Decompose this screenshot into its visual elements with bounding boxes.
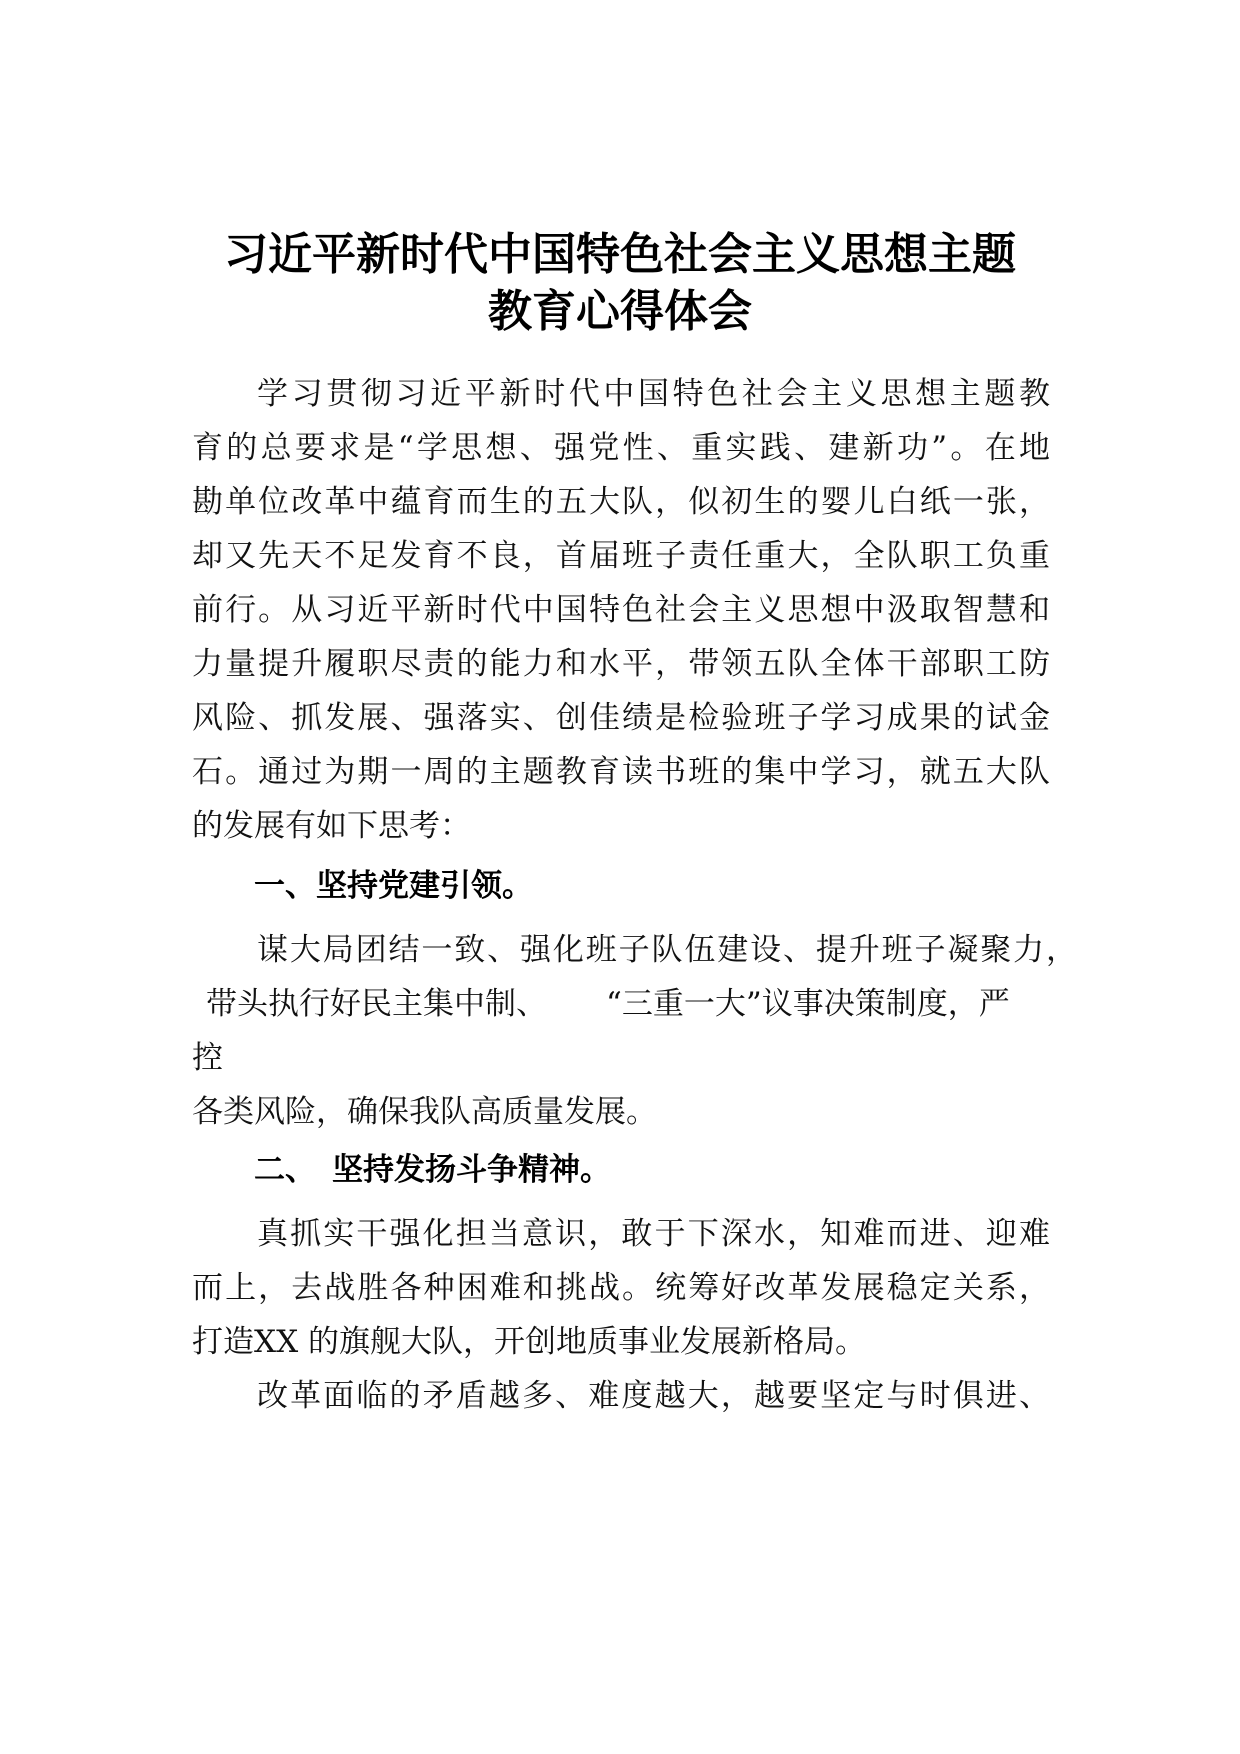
- section-1-line: 各类风险，确保我队高质量发展。: [192, 1094, 657, 1130]
- section-1-line: “三重一大”议事决策制度，严: [606, 986, 1010, 1022]
- section-1-heading: 一、坚持党建引领。: [254, 868, 533, 904]
- intro-line: 的发展有如下思考：: [192, 808, 471, 844]
- intro-line: 学习贯彻习近平新时代中国特色社会主义思想主题教: [257, 376, 1050, 412]
- intro-line: 却又先天不足发育不良，首届班子责任重大，全队职工负重: [192, 538, 1050, 574]
- document-title-line-2: 教育心得体会: [488, 286, 752, 337]
- section-2-heading-text: 坚持发扬斗争精神。: [332, 1152, 611, 1188]
- section-1-line: 谋大局团结一致、强化班子队伍建设、提升班子凝聚力，: [257, 932, 1077, 968]
- section-2-line: 打造XX 的旗舰大队，开创地质事业发展新格局。: [192, 1324, 866, 1360]
- intro-line: 育的总要求是“学思想、强党性、重实践、建新功”。在地: [192, 430, 1050, 466]
- section-2-heading-number: 二、: [254, 1152, 316, 1188]
- section-2-line: 真抓实干强化担当意识，敢于下深水，知难而进、迎难: [257, 1216, 1050, 1252]
- intro-line: 风险、抓发展、强落实、创佳绩是检验班子学习成果的试金: [192, 700, 1050, 736]
- section-1-line: 带头执行好民主集中制、: [206, 986, 547, 1022]
- document-title-line-1: 习近平新时代中国特色社会主义思想主题: [224, 229, 1016, 280]
- section-2-line: 改革面临的矛盾越多、难度越大，越要坚定与时俱进、: [257, 1378, 1050, 1414]
- intro-line: 石。通过为期一周的主题教育读书班的集中学习，就五大队: [192, 754, 1050, 790]
- section-2-line: 而上，去战胜各种困难和挑战。统筹好改革发展稳定关系，: [192, 1270, 1050, 1306]
- intro-line: 勘单位改革中蕴育而生的五大队，似初生的婴儿白纸一张，: [192, 484, 1050, 520]
- intro-line: 力量提升履职尽责的能力和水平，带领五队全体干部职工防: [192, 646, 1050, 682]
- intro-line: 前行。从习近平新时代中国特色社会主义思想中汲取智慧和: [192, 592, 1050, 628]
- section-1-line: 控: [192, 1040, 223, 1076]
